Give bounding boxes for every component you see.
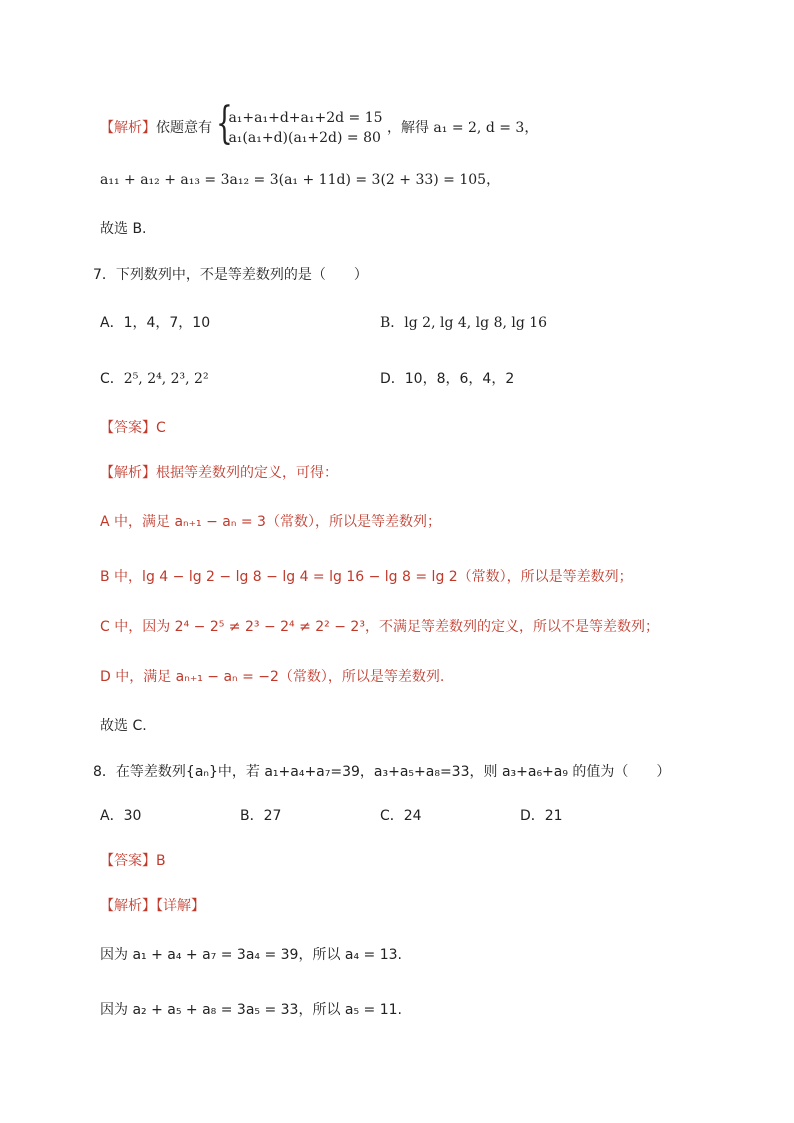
q7-option-b: B．lg 2, lg 4, lg 8, lg 16 [380, 315, 548, 331]
q7-line-c: C 中，因为 2⁴ − 2⁵ ≠ 2³ − 2⁴ ≠ 2² − 2³，不满足等差数列的定义，所以不是等差数列； [100, 619, 659, 635]
q8-analysis: 【解析】【详解】 [100, 898, 205, 914]
q8-step1: 因为 a₁ + a₄ + a₇ = 3a₄ = 39，所以 a₄ = 13. [100, 947, 402, 963]
q7-line-b: B 中，lg 4 − lg 2 − lg 8 − lg 4 = lg 16 − lg 8 = lg 2（常数），所以是等差数列； [100, 569, 633, 585]
system-eq2: a₁(a₁+d)(a₁+2d) = 80 [228, 130, 381, 146]
q8-stem: 8．在等差数列{aₙ}中，若 a₁+a₄+a₇=39，a₃+a₅+a₈=33，则 a₃+a₆+a₉ 的值为（ ） [93, 764, 671, 780]
q7-option-d: D．10，8，6，4，2 [380, 371, 515, 387]
q7-line-a: A 中，满足 aₙ₊₁ − aₙ = 3（常数），所以是等差数列； [100, 514, 441, 530]
q6-sum-line: a₁₁ + a₁₂ + a₁₃ = 3a₁₂ = 3(a₁ + 11d) = 3(2 + 33) = 105， [100, 172, 501, 188]
q8-option-c: C．24 [380, 808, 422, 824]
q7-line-d: D 中，满足 aₙ₊₁ − aₙ = −2（常数），所以是等差数列. [100, 669, 445, 685]
q6-analysis-line [100, 98, 539, 149]
q8-option-b: B．27 [240, 808, 282, 824]
q8-answer: 【答案】B [100, 853, 166, 869]
solve-text: ，解得 a₁ = 2, d = 3， [386, 120, 539, 136]
q7-option-a: A．1，4，7，10 [100, 315, 211, 331]
q7-answer: 【答案】C [100, 420, 166, 436]
brace-symbol: { [216, 98, 234, 149]
analysis-tag: 【解析】 [100, 120, 156, 136]
q7-analysis: 【解析】根据等差数列的定义，可得： [100, 465, 338, 481]
system-eq1: a₁+a₁+d+a₁+2d = 15 [228, 110, 383, 126]
q8-option-a: A．30 [100, 808, 142, 824]
q7-option-c [100, 369, 209, 389]
q7-option-c-text: 2⁵, 2⁴, 2³, 2² [123, 371, 209, 387]
q7-stem: 7．下列数列中，不是等差数列的是（ ） [93, 267, 368, 283]
q7-option-c-label: C． [100, 371, 124, 387]
q8-option-d: D．21 [520, 808, 563, 824]
equation-system [216, 98, 383, 149]
analysis-lead: 依题意有 [156, 120, 212, 136]
q6-conclusion: 故选 B. [100, 221, 147, 237]
q8-step2: 因为 a₂ + a₅ + a₈ = 3a₅ = 33，所以 a₅ = 11. [100, 1002, 402, 1018]
q7-conclusion: 故选 C. [100, 718, 147, 734]
